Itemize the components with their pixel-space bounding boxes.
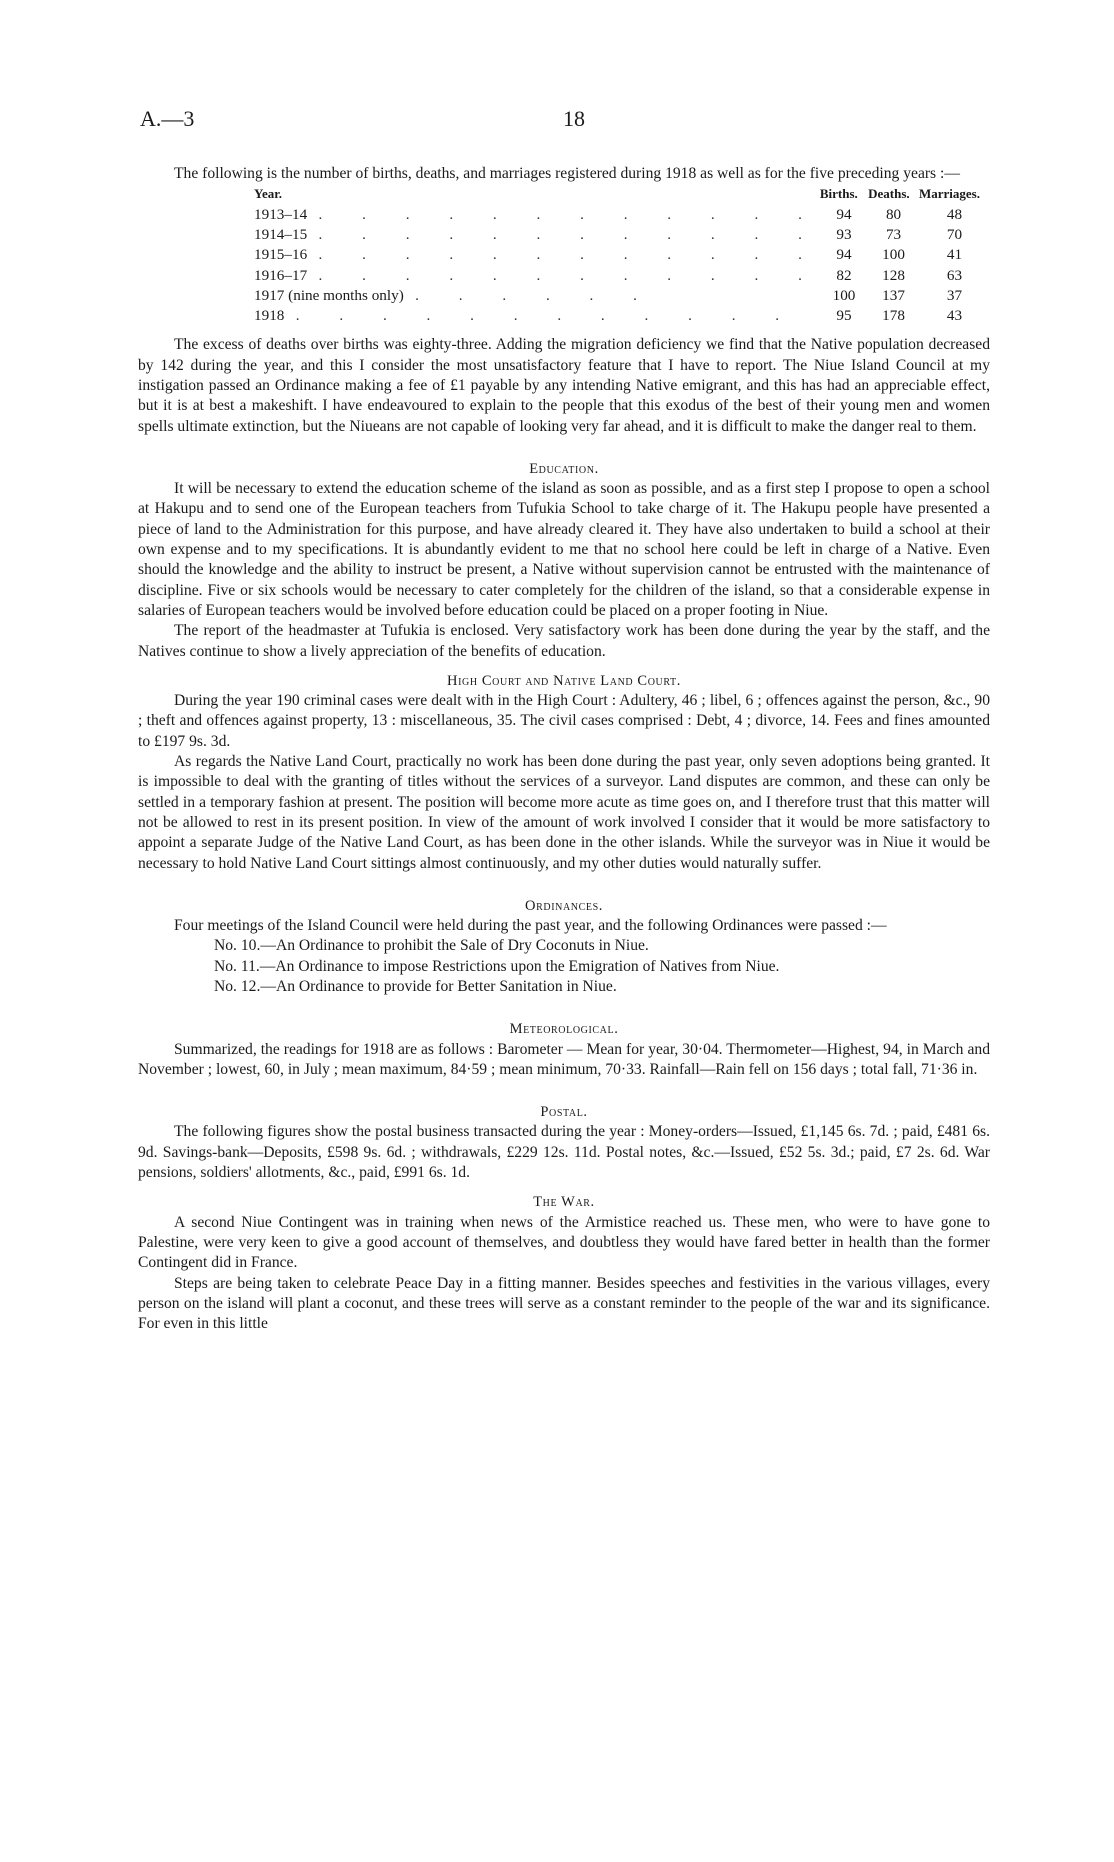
- cell-marriages: 70: [946, 226, 963, 244]
- war-paragraph-2: Steps are being taken to celebrate Peace Day in a fitting manner. Besides speeches and festivities in the various villages, every person on the island will plant a coconut, and these trees will serve as a constant reminder to the people of the war and its significance. For even in this little: [138, 1274, 990, 1333]
- row-year: 1916–17: [254, 266, 308, 284]
- table-row: [254, 245, 990, 265]
- cell-marriages: 48: [946, 205, 963, 223]
- cell-deaths: 100: [882, 246, 905, 264]
- row-year: 1915–16: [254, 246, 308, 264]
- section-heading-ordinances: Ordinances.: [525, 897, 603, 914]
- leader-dots: . . . . . . . . . . . .: [318, 226, 820, 244]
- cell-births: 82: [836, 266, 852, 284]
- table-header-row: [254, 184, 990, 204]
- intro-paragraph: The following is the number of births, deaths, and marriages registered during 1918 as well as for the five preceding years :—: [174, 165, 960, 182]
- column-header-marriages: Marriages.: [918, 186, 980, 202]
- page-header: [0, 106, 1114, 134]
- cell-deaths: 178: [882, 307, 905, 325]
- population-paragraph: The excess of deaths over births was eighty-three. Adding the migration deficiency we find that the Native population decreased by 142 during the year, and this I consider the most unsatisfactory feature that I have to report. The Niue Island Council at my instigation passed an Ordinance making a fee of £1 payable by any intending Native emigrant, and this has had an appreciable effect, but it is at best a makeshift. I have endeavoured to explain to the people that this exodus of the best of their young men and women spells ultimate extinction, but the Niueans are not capable of looking very far ahead, and it is difficult to make the danger real to them.: [138, 336, 990, 435]
- table-row: [254, 265, 990, 285]
- leader-dots: . . . . . . . . . . . .: [318, 246, 820, 264]
- leader-dots: . . . . . .: [415, 286, 655, 304]
- page-body: [138, 164, 990, 1334]
- cell-deaths: 80: [885, 205, 902, 223]
- education-paragraph-2: The report of the headmaster at Tufukia is enclosed. Very satisfactory work has been done during the year by the staff, and the Natives continue to show a lively appreciation of the benefits of education.: [138, 622, 990, 660]
- meteorological-paragraph: Summarized, the readings for 1918 are as follows : Barometer — Mean for year, 30·04. Thermometer—Highest, 94, in March and November ; lowest, 60, in July ; mean maximum, 84·59 ; mean minimum, 70·33. Rainfall—Rain fell on 156 days ; total fall, 71·36 in.: [138, 1040, 990, 1078]
- postal-paragraph: The following figures show the postal business transacted during the year : Money-orders—Issued, £1,145 6s. 7d. ; paid, £481 6s. 9d. Savings-bank—Deposits, £598 9s. 6d. ; withdrawals, £229 12s. 11d. Postal notes, &c.—Issued, £52 5s. 3d.; paid, £7 2s. 6d. War pensions, soldiers' allotments, &c., paid, £991 6s. 1d.: [138, 1123, 990, 1182]
- cell-deaths: 137: [882, 286, 905, 304]
- section-heading-meteorological: Meteorological.: [509, 1021, 619, 1038]
- education-paragraph-1: It will be necessary to extend the education scheme of the island as soon as possible, and as a first step I propose to open a school at Hakupu and to send one of the European teachers from Tufukia School to take charge of it. The Hakupu people have presented a piece of land to the Administration for this purpose, and have already cleared it. They have also undertaken to build a school at their own expense and to my specifications. It is abundantly evident to me that no school here could be left in charge of a Native. Even should the knowledge and the ability to instruct be present, a Native without supervision cannot be entrusted with the maintenance of discipline. Five or six schools would be necessary to cater completely for the children of the island, so that a considerable expense in salaries of European teachers would be involved before education could be placed on a proper footing in Niue.: [138, 480, 990, 619]
- cell-births: 94: [836, 246, 852, 264]
- table-row: [254, 286, 990, 306]
- table-row: [254, 205, 990, 225]
- row-year: 1917 (nine months only): [254, 286, 404, 304]
- ordinance-item: No. 11.—An Ordinance to impose Restrictions upon the Emigration of Natives from Niue.: [214, 957, 780, 975]
- vital-statistics-table: [254, 184, 990, 326]
- ordinances-paragraph: Four meetings of the Island Council were held during the past year, and the following Ordinances were passed :—: [174, 917, 887, 935]
- document-reference: A.—3: [140, 106, 195, 131]
- section-heading-war: The War.: [533, 1194, 595, 1211]
- ordinance-item: No. 12.—An Ordinance to provide for Better Sanitation in Niue.: [214, 977, 617, 995]
- cell-marriages: 43: [946, 307, 963, 325]
- column-header-deaths: Deaths.: [868, 186, 910, 202]
- row-year: 1913–14: [254, 205, 308, 223]
- row-year: 1914–15: [254, 226, 308, 244]
- court-paragraph-2: As regards the Native Land Court, practically no work has been done during the past year, only seven adoptions being granted. It is impossible to deal with the granting of titles without the services of a surveyor. Land disputes are common, and these can only be settled in a temporary fashion at present. The position will become more acute as time goes on, and I therefore trust that this matter will not be allowed to rest in its present position. In view of the amount of work involved I consider that it would be more satisfactory to appoint a separate Judge of the Native Land Court, as has been done in the other islands. While the surveyor was in Niue it would be necessary to hold Native Land Court sittings almost continuously, and my other duties would naturally suffer.: [138, 753, 990, 872]
- cell-births: 100: [832, 286, 856, 304]
- table-row: [254, 306, 990, 326]
- table-row: [254, 225, 990, 245]
- leader-dots: . . . . . . . . . . . .: [295, 307, 798, 325]
- section-heading-court: High Court and Native Land Court.: [447, 672, 681, 689]
- cell-births: 95: [836, 307, 852, 325]
- war-paragraph-1: A second Niue Contingent was in training when news of the Armistice reached us. These men, who were to have gone to Palestine, were very keen to give a good account of themselves, and doubtless they would have fared better in health than the former Contingent did in France.: [138, 1213, 990, 1272]
- leader-dots: . . . . . . . . . . . .: [318, 205, 820, 223]
- section-heading-education: Education.: [529, 460, 599, 477]
- cell-births: 93: [836, 226, 852, 244]
- cell-deaths: 128: [882, 266, 905, 284]
- column-header-year: Year.: [254, 186, 283, 202]
- cell-births: 94: [836, 205, 852, 223]
- column-header-births: Births.: [819, 186, 858, 202]
- court-paragraph-1: During the year 190 criminal cases were dealt with in the High Court : Adultery, 46 ; libel, 6 ; offences against the person, &c., 90 ; theft and offences against property, 13 : miscellaneous, 35. The civil cases comprised : Debt, 4 ; divorce, 14. Fees and fines amounted to £197 9s. 3d.: [138, 692, 990, 750]
- leader-dots: . . . . . . . . . . . .: [318, 266, 820, 284]
- cell-marriages: 41: [946, 246, 963, 264]
- row-year: 1918: [254, 307, 285, 325]
- cell-deaths: 73: [885, 226, 902, 244]
- section-heading-postal: Postal.: [540, 1104, 588, 1121]
- ordinance-item: No. 10.—An Ordinance to prohibit the Sale of Dry Coconuts in Niue.: [214, 937, 649, 955]
- cell-marriages: 37: [946, 286, 963, 304]
- cell-marriages: 63: [946, 266, 963, 284]
- page-number: 18: [563, 106, 585, 131]
